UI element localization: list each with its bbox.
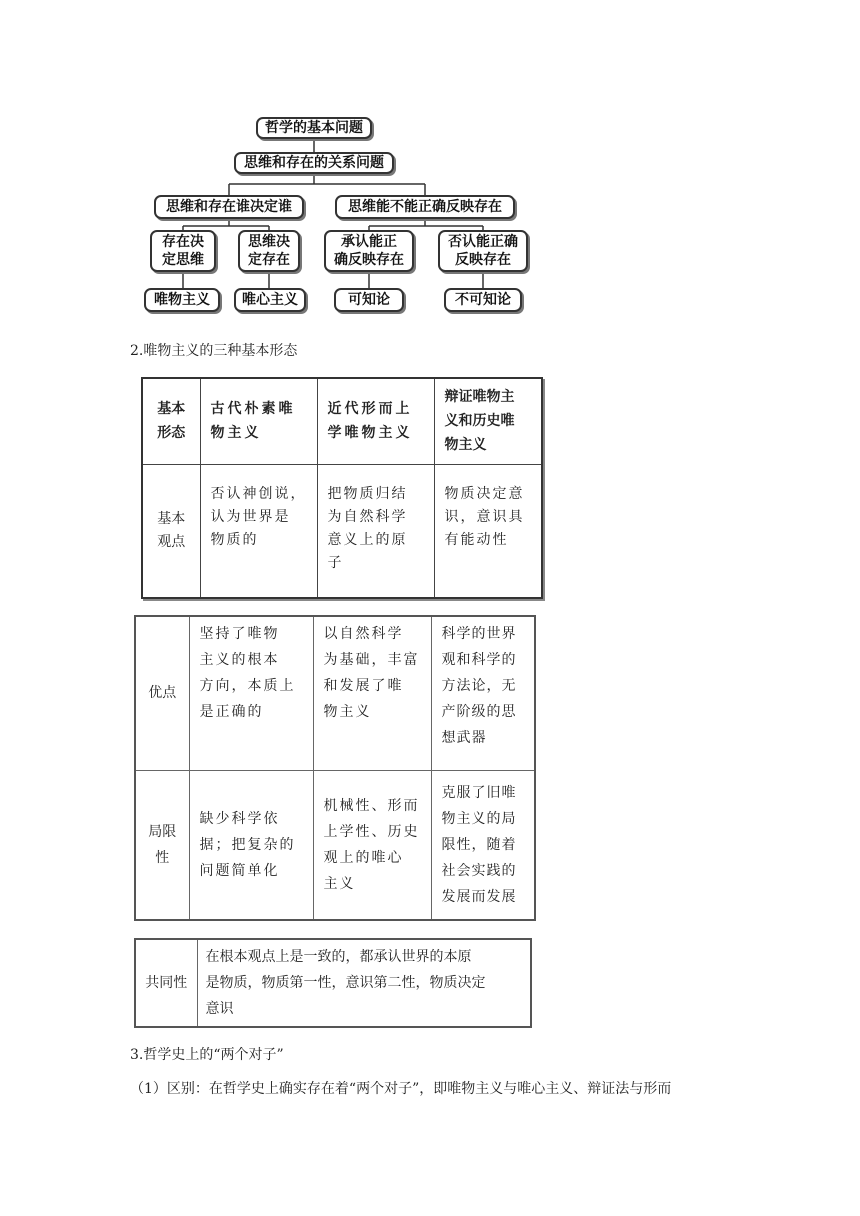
section-3-paragraph: （1）区别：在哲学史上确实存在着“两个对子”，即唯物主义与唯心主义、辩证法与形而: [130, 1081, 672, 1097]
leaf-existence-determines: 存在决 定思维: [150, 230, 216, 272]
row-label-limits: 局限性: [135, 770, 189, 920]
table-row-basic-view: [142, 464, 542, 598]
cell-ancient-limits: 缺少科学依 据；把复杂的 问题简单化: [189, 770, 313, 920]
relation-node: 思维和存在的关系问题: [234, 152, 394, 174]
header-cell-dialectical: 辩证唯物主 义和历史唯 物主义: [434, 378, 542, 464]
header-cell-modern: 近代形而上 学唯物主义: [317, 378, 434, 464]
leaf-thought-determines: 思维决 定存在: [238, 230, 300, 272]
cell-dialectical-merits: 科学的世界 观和科学的 方法论，无 产阶级的思 想武器: [431, 616, 535, 770]
result-idealism: 唯心主义: [234, 288, 306, 312]
cell-modern-limits: 机械性、形而 上学性、历史 观上的唯心 主义: [313, 770, 431, 920]
table-row-limits: [135, 770, 535, 920]
cell-modern-view: 把物质归结 为自然科学 意义上的原 子: [317, 464, 434, 598]
forms-table-basic-view: [141, 377, 543, 599]
section-2-heading: 2.唯物主义的三种基本形态: [130, 343, 298, 359]
leaf-cannot-reflect: 否认能正确 反映存在: [438, 230, 528, 272]
forms-table-merits-limits: [134, 615, 536, 921]
result-agnosticism: 不可知论: [444, 288, 522, 312]
leaf-can-reflect: 承认能正 确反映存在: [324, 230, 414, 272]
forms-table-commonality: [134, 938, 532, 1028]
branch-left-node: 思维和存在谁决定谁: [154, 195, 304, 219]
section-3-heading: 3.哲学史上的“两个对子”: [130, 1047, 284, 1063]
table-row-commonality: [135, 939, 531, 1027]
diagram-connectors: [0, 0, 860, 330]
cell-commonality-text: 在根本观点上是一致的，都承认世界的本原 是物质，物质第一性，意识第二性，物质决定 意识: [197, 939, 531, 1027]
table-header-row: [142, 378, 542, 464]
root-node: 哲学的基本问题: [256, 117, 372, 139]
result-knowability: 可知论: [334, 288, 404, 312]
row-label-basic-view: 基本 观点: [142, 464, 200, 598]
branch-right-node: 思维能不能正确反映存在: [335, 195, 515, 219]
header-cell-ancient: 古代朴素唯 物主义: [200, 378, 317, 464]
cell-ancient-merits: 坚持了唯物 主义的根本 方向，本质上 是正确的: [189, 616, 313, 770]
result-materialism: 唯物主义: [144, 288, 220, 312]
table-row-merits: [135, 616, 535, 770]
cell-ancient-view: 否认神创说， 认为世界是 物质的: [200, 464, 317, 598]
row-label-merits: 优点: [135, 616, 189, 770]
header-cell-form: 基本 形态: [142, 378, 200, 464]
cell-dialectical-view: 物质决定意 识，意识具 有能动性: [434, 464, 542, 598]
cell-dialectical-limits: 克服了旧唯 物主义的局 限性，随着 社会实践的 发展而发展: [431, 770, 535, 920]
cell-modern-merits: 以自然科学 为基础，丰富 和发展了唯 物主义: [313, 616, 431, 770]
row-label-commonality: 共同性: [135, 939, 197, 1027]
